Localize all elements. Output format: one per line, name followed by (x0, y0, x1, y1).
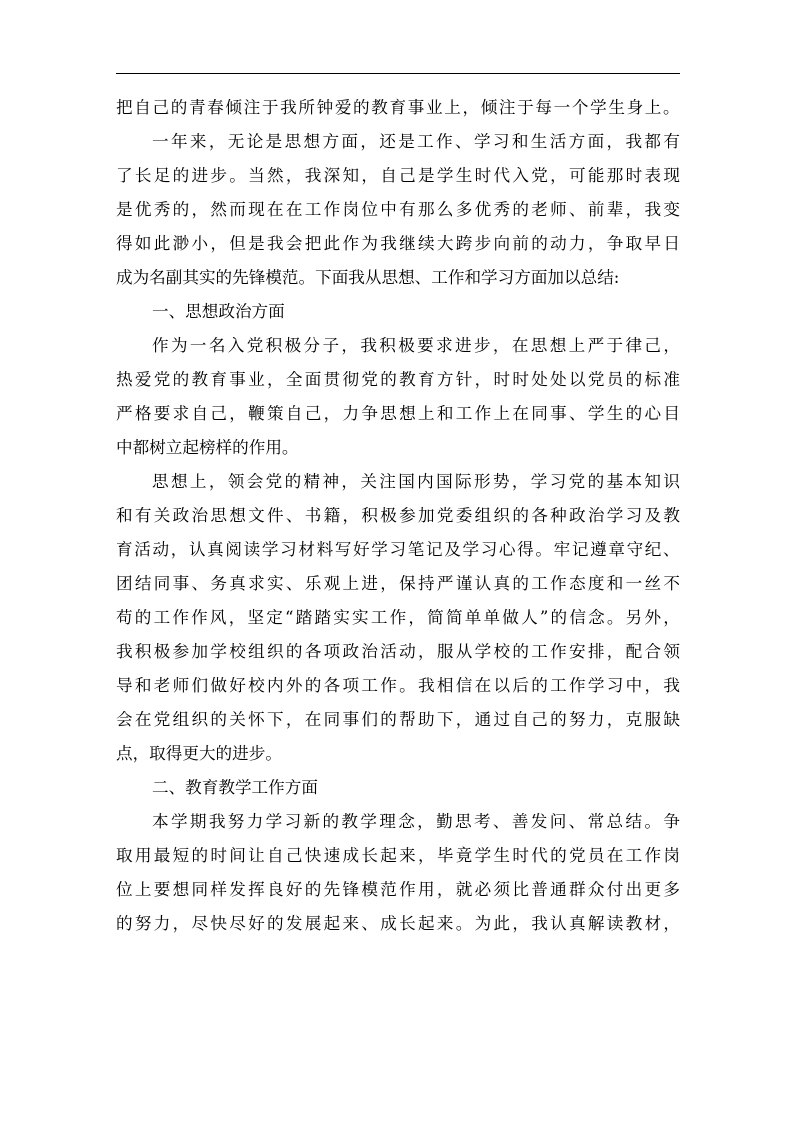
text-line: 把 自 己 的 青 春 倾 注 于 我 所 钟 爱 的 教 育 事 业 上 ， 倾 注 于 每 一 个 学 生 身 上 。 (116, 98, 680, 117)
text-line: 成为名副其实的先锋模范。下面我从思想、工作和学习方面加以总结: (116, 268, 620, 287)
text-line: 中都树立起榜样的作用。 (116, 438, 299, 457)
text-line: 了 长 足 的 进 步 。 当 然 ， 我 深 知 ， 自 己 是 学 生 时 代 入 党 ， 可 能 那 时 表 现 (116, 166, 680, 185)
text-line: 本 学 期 我 努 力 学 习 新 的 教 学 理 念 ， 勤 思 考 、 善 发 问 、 常 总 结 。 争 (152, 812, 680, 831)
text-line: 一、思想政治方面 (152, 302, 285, 321)
text-line: 团 结 同 事 、 务 真 求 实 、 乐 观 上 进 ， 保 持 严 谨 认 真 的 工 作 态 度 和 一 丝 不 (116, 574, 680, 593)
text-line: 作 为 一 名 入 党 积 极 分 子 ， 我 积 极 要 求 进 步 ， 在 思 想 上 严 于 律 己 ， (152, 336, 680, 355)
text-line: 的 努 力 ， 尽 快 尽 好 的 发 展 起 来 、 成 长 起 来 。 为 此 ， 我 认 真 解 读 教 材 ， (116, 914, 680, 933)
text-line: 热 爱 党 的 教 育 事 业 ， 全 面 贯 彻 党 的 教 育 方 针 ， 时 时 处 处 以 党 员 的 标 准 (116, 370, 680, 389)
text-line: 和 有 关 政 治 思 想 文 件 、 书 籍 ， 积 极 参 加 党 委 组 织 的 各 种 政 治 学 习 及 教 (116, 506, 680, 525)
text-line: 我 积 极 参 加 学 校 组 织 的 各 项 政 治 活 动 ， 服 从 学 校 的 工 作 安 排 ， 配 合 领 (116, 642, 680, 661)
header-rule (116, 73, 680, 74)
document-body (116, 91, 680, 941)
text-line: 一 年 来 ， 无 论 是 思 想 方 面 ， 还 是 工 作 、 学 习 和 生 活 方 面 ， 我 都 有 (152, 132, 680, 151)
text-line: 严 格 要 求 自 己 ， 鞭 策 自 己 ， 力 争 思 想 上 和 工 作 上 在 同 事 、 学 生 的 心 目 (116, 404, 680, 423)
text-line: 会 在 党 组 织 的 关 怀 下 ， 在 同 事 们 的 帮 助 下 ， 通 过 自 己 的 努 力 ， 克 服 缺 (116, 710, 680, 729)
text-line: 思 想 上 ， 领 会 党 的 精 神 ， 关 注 国 内 国 际 形 势 ， 学 习 党 的 基 本 知 识 (152, 472, 680, 491)
text-line: 育 活 动 ， 认 真 阅 读 学 习 材 料 写 好 学 习 笔 记 及 学 习 心 得 。 牢 记 遵 章 守 纪 、 (116, 540, 680, 559)
text-line: 取 用 最 短 的 时 间 让 自 己 快 速 成 长 起 来 ， 毕 竟 学 生 时 代 的 党 员 在 工 作 岗 (116, 846, 680, 865)
text-line: 点，取得更大的进步。 (116, 744, 282, 763)
text-line: 是 优 秀 的 ， 然 而 现 在 在 工 作 岗 位 中 有 那 么 多 优 秀 的 老 师 、 前 辈 ， 我 变 (116, 200, 680, 219)
text-line: 导 和 老 师 们 做 好 校 内 外 的 各 项 工 作 。 我 相 信 在 以 后 的 工 作 学 习 中 ， 我 (116, 676, 680, 695)
text-line: 苟 的 工 作 作 风 ， 坚 定 “ 踏 踏 实 实 工 作 ， 简 简 单 单 做 人 ” 的 信 念 。 另 外 ， (116, 608, 680, 627)
text-line: 位 上 要 想 同 样 发 挥 良 好 的 先 锋 模 范 作 用 ， 就 必 须 比 普 通 群 众 付 出 更 多 (116, 880, 680, 899)
text-line: 二、教育教学工作方面 (152, 778, 318, 797)
text-line: 得 如 此 渺 小 ， 但 是 我 会 把 此 作 为 我 继 续 大 跨 步 向 前 的 动 力 ， 争 取 早 日 (116, 234, 680, 253)
